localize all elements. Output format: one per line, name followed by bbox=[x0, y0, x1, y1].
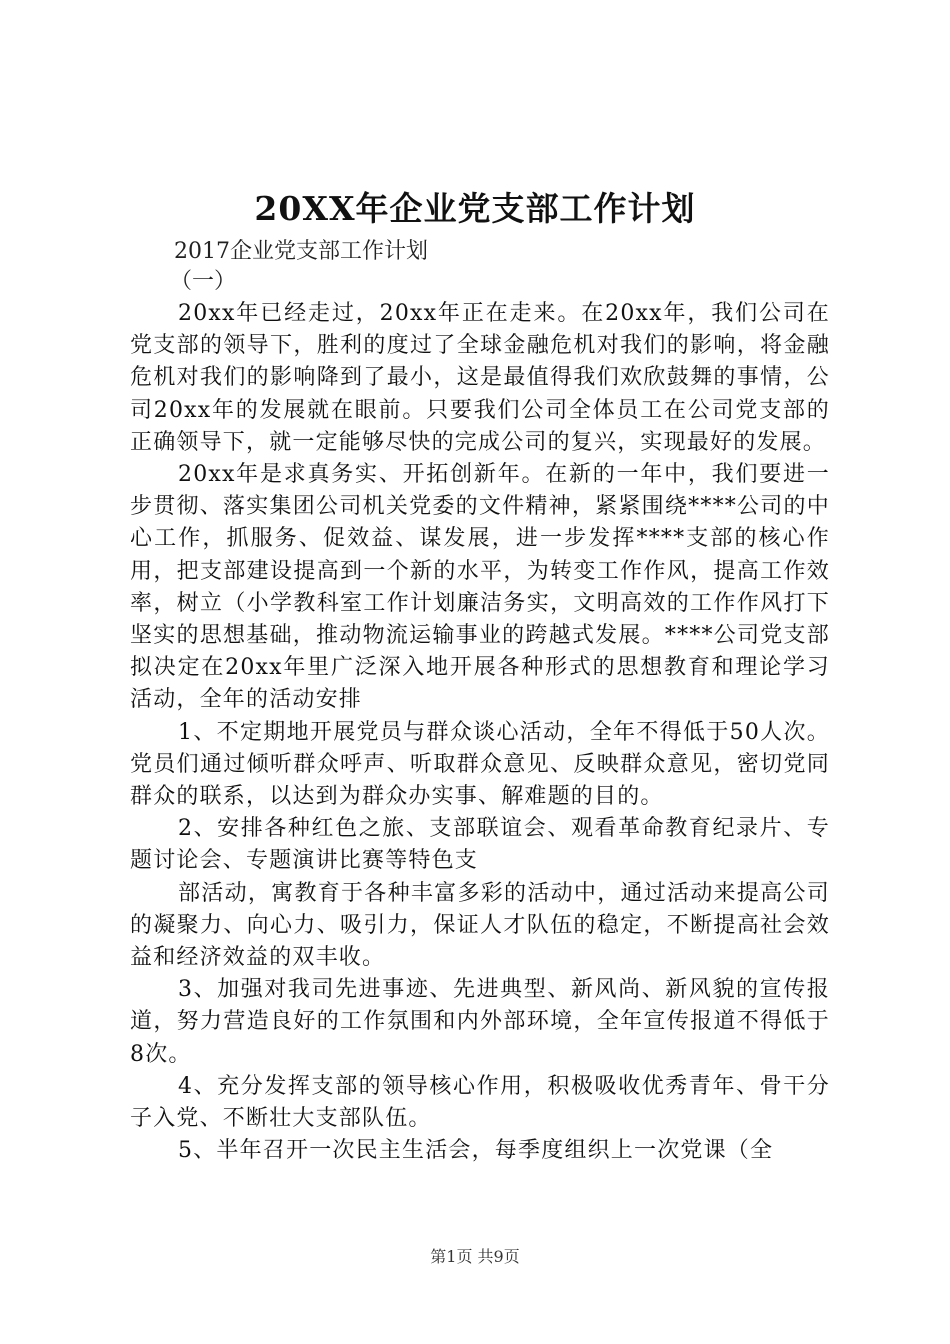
paragraph: 部活动，寓教育于各种丰富多彩的活动中，通过活动来提高公司的凝聚力、向心力、吸引力，保证人才队伍的稳定，不断提高社会效益和经济效益的双丰收。 bbox=[130, 880, 830, 971]
document-subtitle: 2017企业党支部工作计划 bbox=[174, 239, 428, 264]
document-title: 20XX年企业党支部工作计划 bbox=[254, 189, 696, 228]
list-item: 3、加强对我司先进事迹、先进典型、新风尚、新风貌的宣传报道，努力营造良好的工作氛围和内外部环境，全年宣传报道不得低于8次。 bbox=[130, 977, 830, 1067]
list-item: 2、安排各种红色之旅、支部联谊会、观看革命教育纪录片、专题讨论会、专题演讲比赛等特色支 bbox=[130, 816, 830, 874]
list-item: 5、半年召开一次民主生活会，每季度组织上一次党课（全 bbox=[178, 1138, 774, 1164]
section-number: （一） bbox=[170, 269, 237, 294]
list-item: 1、不定期地开展党员与群众谈心活动，全年不得低于50人次。党员们通过倾听群众呼声、听取群众意见、反映群众意见，密切党同群众的联系，以达到为群众办实事、解难题的目的。 bbox=[130, 719, 830, 810]
page-footer: 第1页 共9页 bbox=[430, 1247, 520, 1266]
list-item: 4、充分发挥支部的领导核心作用，积极吸收优秀青年、骨干分子入党、不断壮大支部队伍。 bbox=[130, 1073, 830, 1132]
paragraph: 20xx年是求真务实、开拓创新年。在新的一年中，我们要进一步贯彻、落实集团公司机关党委的文件精神，紧紧围绕****公司的中心工作，抓服务、促效益、谋发展，进一步发挥****支部的核心作用，把支部建设提高到一个新的水平，为转变工作作风，提高工作效率，树立（小学教科室工作计划廉洁务实，文明高效的工作作风打下坚实的思想基础，推动物流运输事业的跨越式发展。****公司党支部拟决定在20xx年里广泛深入地开展各种形式的思想教育和理论学习活动，全年的活动安排 bbox=[130, 462, 830, 713]
document-body bbox=[130, 298, 830, 1167]
paragraph: 20xx年已经走过，20xx年正在走来。在20xx年，我们公司在党支部的领导下，胜利的度过了全球金融危机对我们的影响，将金融危机对我们的影响降到了最小，这是最值得我们欢欣鼓舞的事情，公司20xx年的发展就在眼前。只要我们公司全体员工在公司党支部的正确领导下，就一定能够尽快的完成公司的复兴，实现最好的发展。 bbox=[130, 301, 830, 455]
